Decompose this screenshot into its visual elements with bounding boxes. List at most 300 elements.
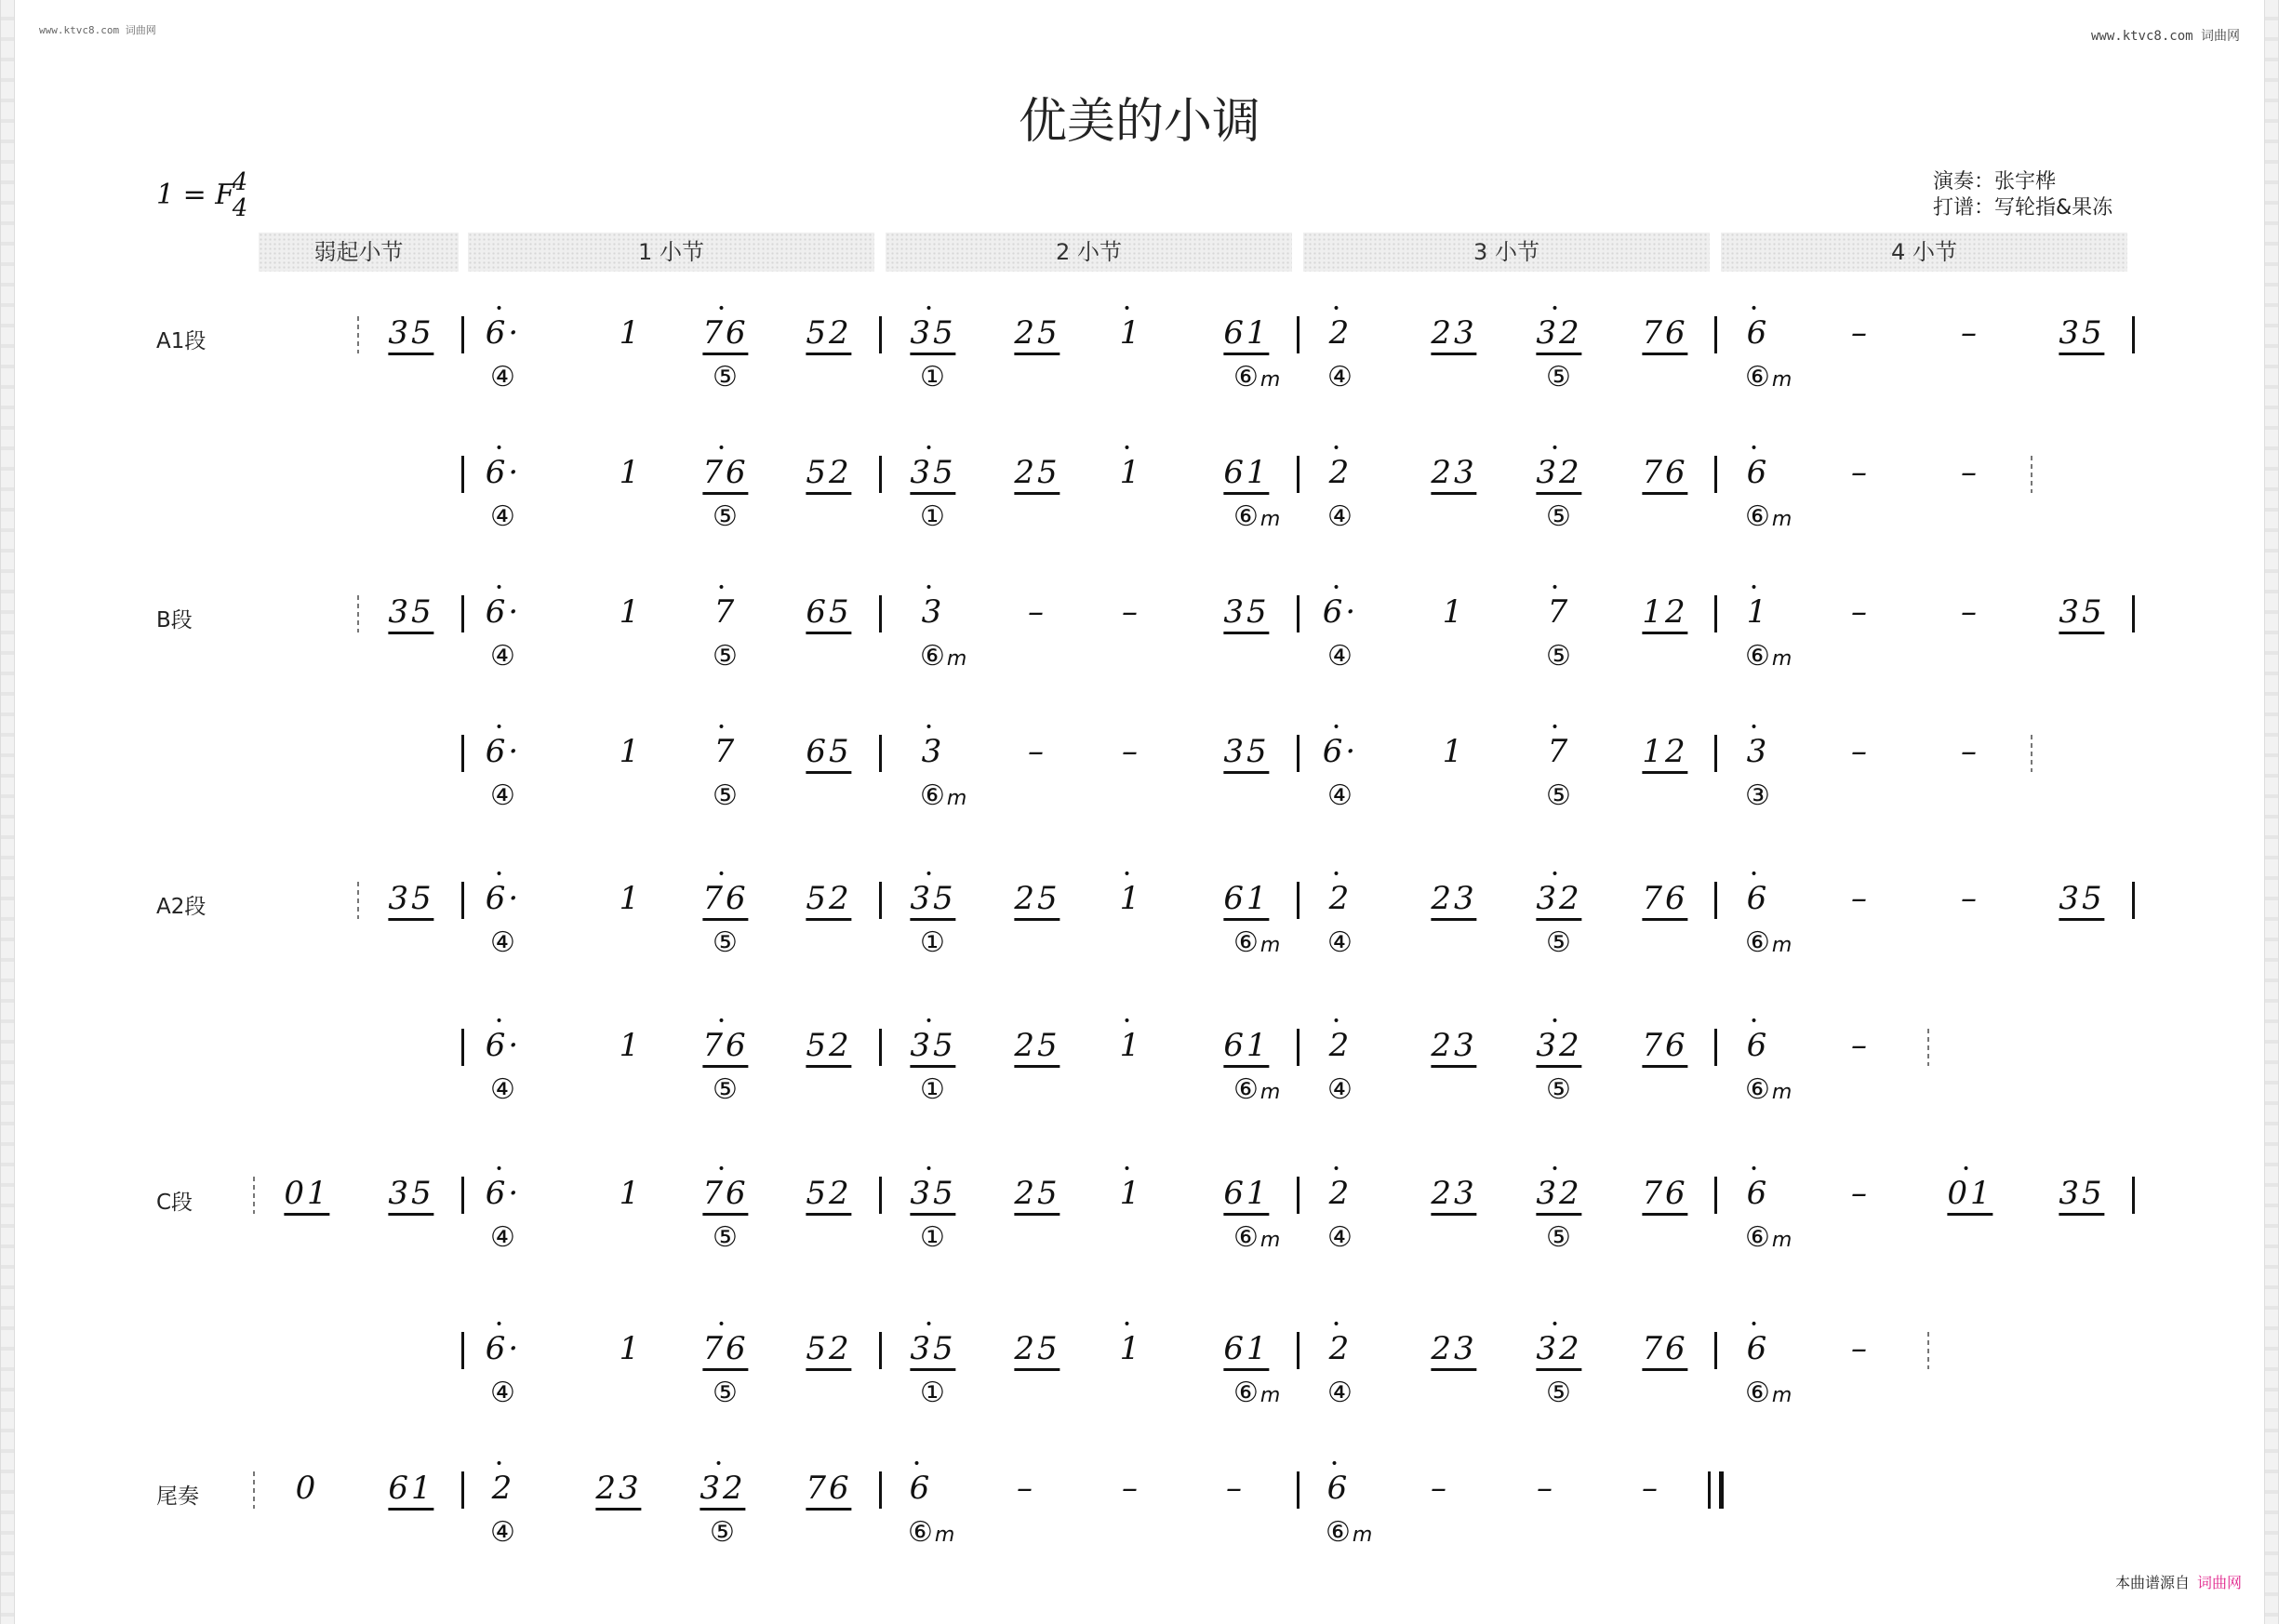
chord-symbol: ① [920, 500, 945, 533]
note: – [1851, 733, 1870, 770]
octave-dot: • [717, 1014, 734, 1029]
note: 6 [909, 1470, 933, 1507]
octave-dot: • [1332, 867, 1349, 882]
note: – [1851, 880, 1870, 917]
octave-dot: • [495, 580, 512, 595]
note: 7 [1547, 733, 1571, 770]
note: 52 [806, 880, 851, 921]
note: 76 [1642, 880, 1687, 921]
note: 1 [1119, 314, 1143, 352]
chord-symbol: ① [920, 1377, 945, 1409]
octave-dot: • [1962, 1162, 1979, 1177]
minor-marker: m [1259, 934, 1281, 957]
minor-marker: m [1771, 934, 1793, 957]
measure-header-4: 4 小节 [1721, 233, 2127, 272]
note: 52 [806, 454, 851, 495]
footer-text: 本曲谱源自 [2114, 1574, 2190, 1591]
source-watermark-left: www.ktvc8.com 词曲网 [39, 24, 156, 36]
barline [879, 1332, 882, 1369]
barline [1714, 1332, 1717, 1369]
chord-symbol: ④ [490, 640, 515, 672]
barline [461, 1177, 464, 1214]
note: 6 [1746, 314, 1770, 352]
measure-header-1: 1 小节 [468, 233, 874, 272]
note: 25 [1014, 880, 1060, 921]
note: 6 [1746, 880, 1770, 917]
octave-dot: • [1750, 441, 1766, 456]
octave-dot: • [1123, 1317, 1140, 1332]
note: – [1851, 454, 1870, 491]
note: 1 [1442, 733, 1466, 770]
octave-dot: • [925, 441, 941, 456]
note: – [1961, 880, 1979, 917]
pickup-note: 35 [388, 880, 433, 921]
barline [2132, 882, 2135, 919]
octave-dot: • [1123, 867, 1140, 882]
note: 65 [806, 593, 851, 634]
final-barline [1719, 1471, 1724, 1509]
chord-symbol: ④ [490, 1377, 515, 1409]
note: 61 [1223, 314, 1269, 355]
octave-dot: • [1330, 1457, 1347, 1471]
note: 76 [1642, 1027, 1687, 1068]
chord-symbol: ⑥m [1745, 1073, 1793, 1106]
barline [1714, 456, 1717, 493]
note: 6· [485, 1027, 522, 1064]
octave-dot: • [1750, 1162, 1766, 1177]
score-title: 优美的小调 [1018, 94, 1260, 150]
note: 65 [806, 733, 851, 774]
barline [1714, 1177, 1717, 1214]
chord-symbol: ⑤ [713, 500, 738, 533]
barline [2132, 595, 2135, 632]
chord-symbol: ⑤ [713, 1073, 738, 1106]
note: 3 [921, 593, 945, 631]
transcriber-credit: 打谱：写轮指&果冻 [1933, 196, 2113, 220]
chord-symbol: ⑥m [1233, 926, 1281, 959]
minor-marker: m [934, 1524, 955, 1547]
barline [2132, 316, 2135, 353]
barline [461, 882, 464, 919]
minor-marker: m [1259, 1229, 1281, 1252]
note: 6 [1746, 1027, 1770, 1064]
note: 35 [910, 1175, 955, 1216]
barline [1297, 456, 1299, 493]
barline [2132, 1177, 2135, 1214]
note: – [1851, 593, 1870, 631]
pickup-note: 01 [284, 1175, 329, 1216]
note: 32 [1536, 1175, 1581, 1216]
octave-dot: • [717, 580, 734, 595]
footer-source [2115, 1571, 2242, 1592]
note: 76 [1642, 454, 1687, 495]
row-end-barline [1927, 1029, 1929, 1066]
note: 1 [619, 880, 643, 917]
octave-dot: • [495, 720, 512, 735]
note: 76 [702, 454, 748, 495]
octave-dot: • [1332, 441, 1349, 456]
row-end-barline [1927, 1332, 1929, 1369]
note: 6· [485, 454, 522, 491]
octave-dot: • [1551, 301, 1567, 316]
chord-symbol: ⑥m [1233, 500, 1281, 533]
note: 32 [1536, 1027, 1581, 1068]
chord-symbol: ⑥m [1745, 500, 1793, 533]
chord-symbol: ⑥m [1233, 361, 1281, 393]
section-label-c: C段 [156, 1191, 193, 1215]
chord-symbol: ① [920, 361, 945, 393]
chord-symbol: ⑤ [713, 1377, 738, 1409]
barline [879, 456, 882, 493]
note: 23 [1431, 1027, 1476, 1068]
meter-top: 4 [232, 168, 248, 196]
note: – [1017, 1470, 1035, 1507]
chord-symbol: ⑤ [1546, 500, 1571, 533]
chord-symbol: ⑤ [1546, 926, 1571, 959]
note: 76 [702, 1175, 748, 1216]
note: 23 [1431, 314, 1476, 355]
chord-symbol: ⑥m [1745, 361, 1793, 393]
note: 23 [1431, 1175, 1476, 1216]
note: 01 [1947, 1175, 1992, 1216]
measure-header-pickup: 弱起小节 [259, 233, 459, 272]
octave-dot: • [495, 441, 512, 456]
note: 7 [713, 593, 738, 631]
octave-dot: • [717, 1317, 734, 1332]
measure-header-3: 3 小节 [1303, 233, 1710, 272]
note: 7 [713, 733, 738, 770]
note: 35 [910, 454, 955, 495]
chord-symbol: ⑤ [1546, 779, 1571, 812]
note: 1 [1119, 1027, 1143, 1064]
barline [461, 456, 464, 493]
time-signature [229, 169, 251, 221]
pickup-note: 61 [388, 1470, 433, 1511]
pickup-barline [253, 1177, 255, 1214]
pickup-note: 0 [295, 1470, 319, 1507]
octave-dot: • [1123, 441, 1140, 456]
note: 61 [1223, 1175, 1269, 1216]
barline [1714, 595, 1717, 632]
note: – [1537, 1470, 1555, 1507]
note: 1 [619, 454, 643, 491]
octave-dot: • [1551, 580, 1567, 595]
chord-symbol: ⑥m [920, 640, 967, 672]
note: – [1961, 314, 1979, 352]
note: 23 [1431, 880, 1476, 921]
chord-symbol: ⑥m [1233, 1377, 1281, 1409]
section-label-coda: 尾奏 [156, 1484, 199, 1509]
note: 1 [619, 1027, 643, 1064]
minor-marker: m [1259, 1384, 1281, 1407]
barline [879, 735, 882, 772]
note: 35 [1223, 593, 1269, 634]
barline [461, 595, 464, 632]
note: 35 [910, 314, 955, 355]
octave-dot: • [925, 1162, 941, 1177]
chord-symbol: ⑤ [1546, 640, 1571, 672]
note: 3 [1746, 733, 1770, 770]
chord-symbol: ⑥m [1233, 1073, 1281, 1106]
note: 25 [1014, 1027, 1060, 1068]
note: 6· [485, 733, 522, 770]
barline [1297, 1029, 1299, 1066]
chord-symbol: ① [920, 1221, 945, 1254]
chord-symbol: ⑥m [1745, 1377, 1793, 1409]
barline [879, 1029, 882, 1066]
octave-dot: • [1123, 1162, 1140, 1177]
barline [1297, 882, 1299, 919]
chord-symbol: ⑥m [1745, 1221, 1793, 1254]
chord-symbol: ⑥m [1233, 1221, 1281, 1254]
barline [461, 735, 464, 772]
barline [1297, 316, 1299, 353]
octave-dot: • [1551, 720, 1567, 735]
octave-dot: • [717, 720, 734, 735]
note: 6· [485, 593, 522, 631]
octave-dot: • [1332, 1162, 1349, 1177]
note: 6 [1746, 1330, 1770, 1367]
note: 76 [1642, 314, 1687, 355]
source-watermark-right: www.ktvc8.com 词曲网 [2090, 29, 2240, 44]
note: – [1961, 593, 1979, 631]
note: – [1028, 593, 1046, 631]
note: – [1642, 1470, 1660, 1507]
chord-symbol: ④ [490, 361, 515, 393]
chord-symbol: ⑥m [1745, 640, 1793, 672]
octave-dot: • [925, 580, 941, 595]
note: 1 [619, 1330, 643, 1367]
credits [1933, 169, 2112, 221]
note: – [1122, 1470, 1140, 1507]
note: 6· [485, 1330, 522, 1367]
barline [1714, 882, 1717, 919]
minor-marker: m [1259, 368, 1281, 392]
chord-symbol: ⑥m [1745, 926, 1793, 959]
meter-bottom: 4 [232, 194, 248, 222]
chord-symbol: ⑤ [1546, 361, 1571, 393]
note: 35 [910, 1330, 955, 1371]
octave-dot: • [1332, 580, 1349, 595]
note: – [1028, 733, 1046, 770]
note: 2 [491, 1470, 515, 1507]
note: 6· [1322, 733, 1359, 770]
note: 12 [1642, 733, 1687, 774]
note: 2 [1328, 1027, 1353, 1064]
section-label-a2: A2段 [156, 895, 207, 919]
barline [1297, 1177, 1299, 1214]
note: 76 [806, 1470, 851, 1511]
section-label-b: B段 [156, 608, 193, 632]
chord-symbol: ④ [1327, 1221, 1353, 1254]
note: 6· [485, 314, 522, 352]
note: 61 [1223, 454, 1269, 495]
note: 61 [1223, 880, 1269, 921]
minor-marker: m [1771, 1081, 1793, 1104]
barline [879, 1471, 882, 1509]
note: 32 [1536, 880, 1581, 921]
minor-marker: m [1771, 1229, 1793, 1252]
octave-dot: • [495, 1317, 512, 1332]
note: 6 [1326, 1470, 1351, 1507]
note: 2 [1328, 1330, 1353, 1367]
note: 1 [1119, 454, 1143, 491]
chord-symbol: ⑤ [1546, 1221, 1571, 1254]
note: 35 [2059, 1175, 2104, 1216]
chord-symbol: ④ [1327, 640, 1353, 672]
chord-symbol: ⑤ [713, 926, 738, 959]
chord-symbol: ④ [490, 926, 515, 959]
note: – [1226, 1470, 1245, 1507]
barline [1297, 1471, 1299, 1509]
note: – [1122, 733, 1140, 770]
note: – [1851, 1330, 1870, 1367]
minor-marker: m [1352, 1524, 1373, 1547]
octave-dot: • [1123, 1014, 1140, 1029]
note: 61 [1223, 1330, 1269, 1371]
pickup-barline [357, 595, 359, 632]
octave-dot: • [925, 1014, 941, 1029]
note: 6· [485, 880, 522, 917]
note: 1 [619, 314, 643, 352]
note: – [1961, 454, 1979, 491]
octave-dot: • [925, 720, 941, 735]
note: – [1851, 314, 1870, 352]
chord-symbol: ⑤ [713, 640, 738, 672]
minor-marker: m [1259, 508, 1281, 531]
note: 1 [619, 733, 643, 770]
barline [461, 1332, 464, 1369]
barline [879, 1177, 882, 1214]
barline [461, 1029, 464, 1066]
note: 35 [2059, 593, 2104, 634]
barline [879, 882, 882, 919]
right-margin-strip [2264, 0, 2279, 1624]
note: 1 [1119, 1330, 1143, 1367]
note: 32 [1536, 454, 1581, 495]
octave-dot: • [1750, 720, 1766, 735]
chord-symbol: ④ [1327, 926, 1353, 959]
chord-symbol: ⑤ [1546, 1377, 1571, 1409]
octave-dot: • [1551, 867, 1567, 882]
note: 52 [806, 1330, 851, 1371]
octave-dot: • [717, 301, 734, 316]
left-margin-strip [0, 0, 15, 1624]
chord-symbol: ④ [490, 1516, 515, 1549]
octave-dot: • [1332, 301, 1349, 316]
note: 6· [1322, 593, 1359, 631]
octave-dot: • [1750, 1014, 1766, 1029]
barline [1297, 735, 1299, 772]
octave-dot: • [1332, 1317, 1349, 1332]
note: 35 [2059, 880, 2104, 921]
octave-dot: • [1123, 301, 1140, 316]
note: 76 [702, 880, 748, 921]
octave-dot: • [717, 441, 734, 456]
octave-dot: • [717, 1162, 734, 1177]
chord-symbol: ⑥m [908, 1516, 955, 1549]
chord-symbol: ④ [1327, 361, 1353, 393]
barline [461, 1471, 464, 1509]
minor-marker: m [946, 647, 967, 671]
chord-symbol: ⑤ [713, 779, 738, 812]
barline [879, 595, 882, 632]
pickup-barline [357, 316, 359, 353]
note: 6 [1746, 1175, 1770, 1212]
chord-symbol: ④ [490, 1073, 515, 1106]
note: 6 [1746, 454, 1770, 491]
octave-dot: • [495, 867, 512, 882]
octave-dot: • [925, 301, 941, 316]
note: 76 [702, 1330, 748, 1371]
barline [1714, 1029, 1717, 1066]
minor-marker: m [1259, 1081, 1281, 1104]
note: – [1851, 1175, 1870, 1212]
octave-dot: • [1750, 301, 1766, 316]
octave-dot: • [1750, 1317, 1766, 1332]
note: 52 [806, 314, 851, 355]
octave-dot: • [1551, 1014, 1567, 1029]
note: 6· [485, 1175, 522, 1212]
note: – [1961, 733, 1979, 770]
octave-dot: • [1750, 867, 1766, 882]
footer-brand: 词曲网 [2196, 1574, 2242, 1591]
octave-dot: • [714, 1457, 731, 1471]
minor-marker: m [1771, 368, 1793, 392]
note: 76 [1642, 1175, 1687, 1216]
note: 2 [1328, 314, 1353, 352]
chord-symbol: ⑤ [713, 1221, 738, 1254]
note: 25 [1014, 1330, 1060, 1371]
minor-marker: m [1771, 1384, 1793, 1407]
barline [1297, 1332, 1299, 1369]
note: 35 [1223, 733, 1269, 774]
note: 35 [910, 880, 955, 921]
note: 52 [806, 1027, 851, 1068]
pickup-note: 35 [388, 1175, 433, 1216]
barline [1297, 595, 1299, 632]
barline [1714, 316, 1717, 353]
note: 23 [1431, 454, 1476, 495]
chord-symbol: ⑥m [1326, 1516, 1373, 1549]
performer-credit: 演奏：张宇桦 [1933, 170, 2057, 193]
note: – [1851, 1027, 1870, 1064]
chord-symbol: ① [920, 1073, 945, 1106]
note: 61 [1223, 1027, 1269, 1068]
octave-dot: • [1551, 1162, 1567, 1177]
row-end-barline [2031, 735, 2032, 772]
pickup-barline [357, 882, 359, 919]
minor-marker: m [946, 787, 967, 810]
octave-dot: • [925, 867, 941, 882]
note: 23 [1431, 1330, 1476, 1371]
note: 32 [1536, 1330, 1581, 1371]
octave-dot: • [495, 1457, 512, 1471]
minor-marker: m [1771, 647, 1793, 671]
note: 1 [619, 593, 643, 631]
section-label-a1: A1段 [156, 329, 207, 353]
note: 1 [1746, 593, 1770, 631]
note: 1 [1442, 593, 1466, 631]
octave-dot: • [1332, 720, 1349, 735]
note: 23 [595, 1470, 641, 1511]
row-end-barline [2031, 456, 2032, 493]
chord-symbol: ④ [490, 1221, 515, 1254]
barline [879, 316, 882, 353]
chord-symbol: ④ [1327, 500, 1353, 533]
note: 76 [702, 1027, 748, 1068]
chord-symbol: ⑤ [710, 1516, 735, 1549]
